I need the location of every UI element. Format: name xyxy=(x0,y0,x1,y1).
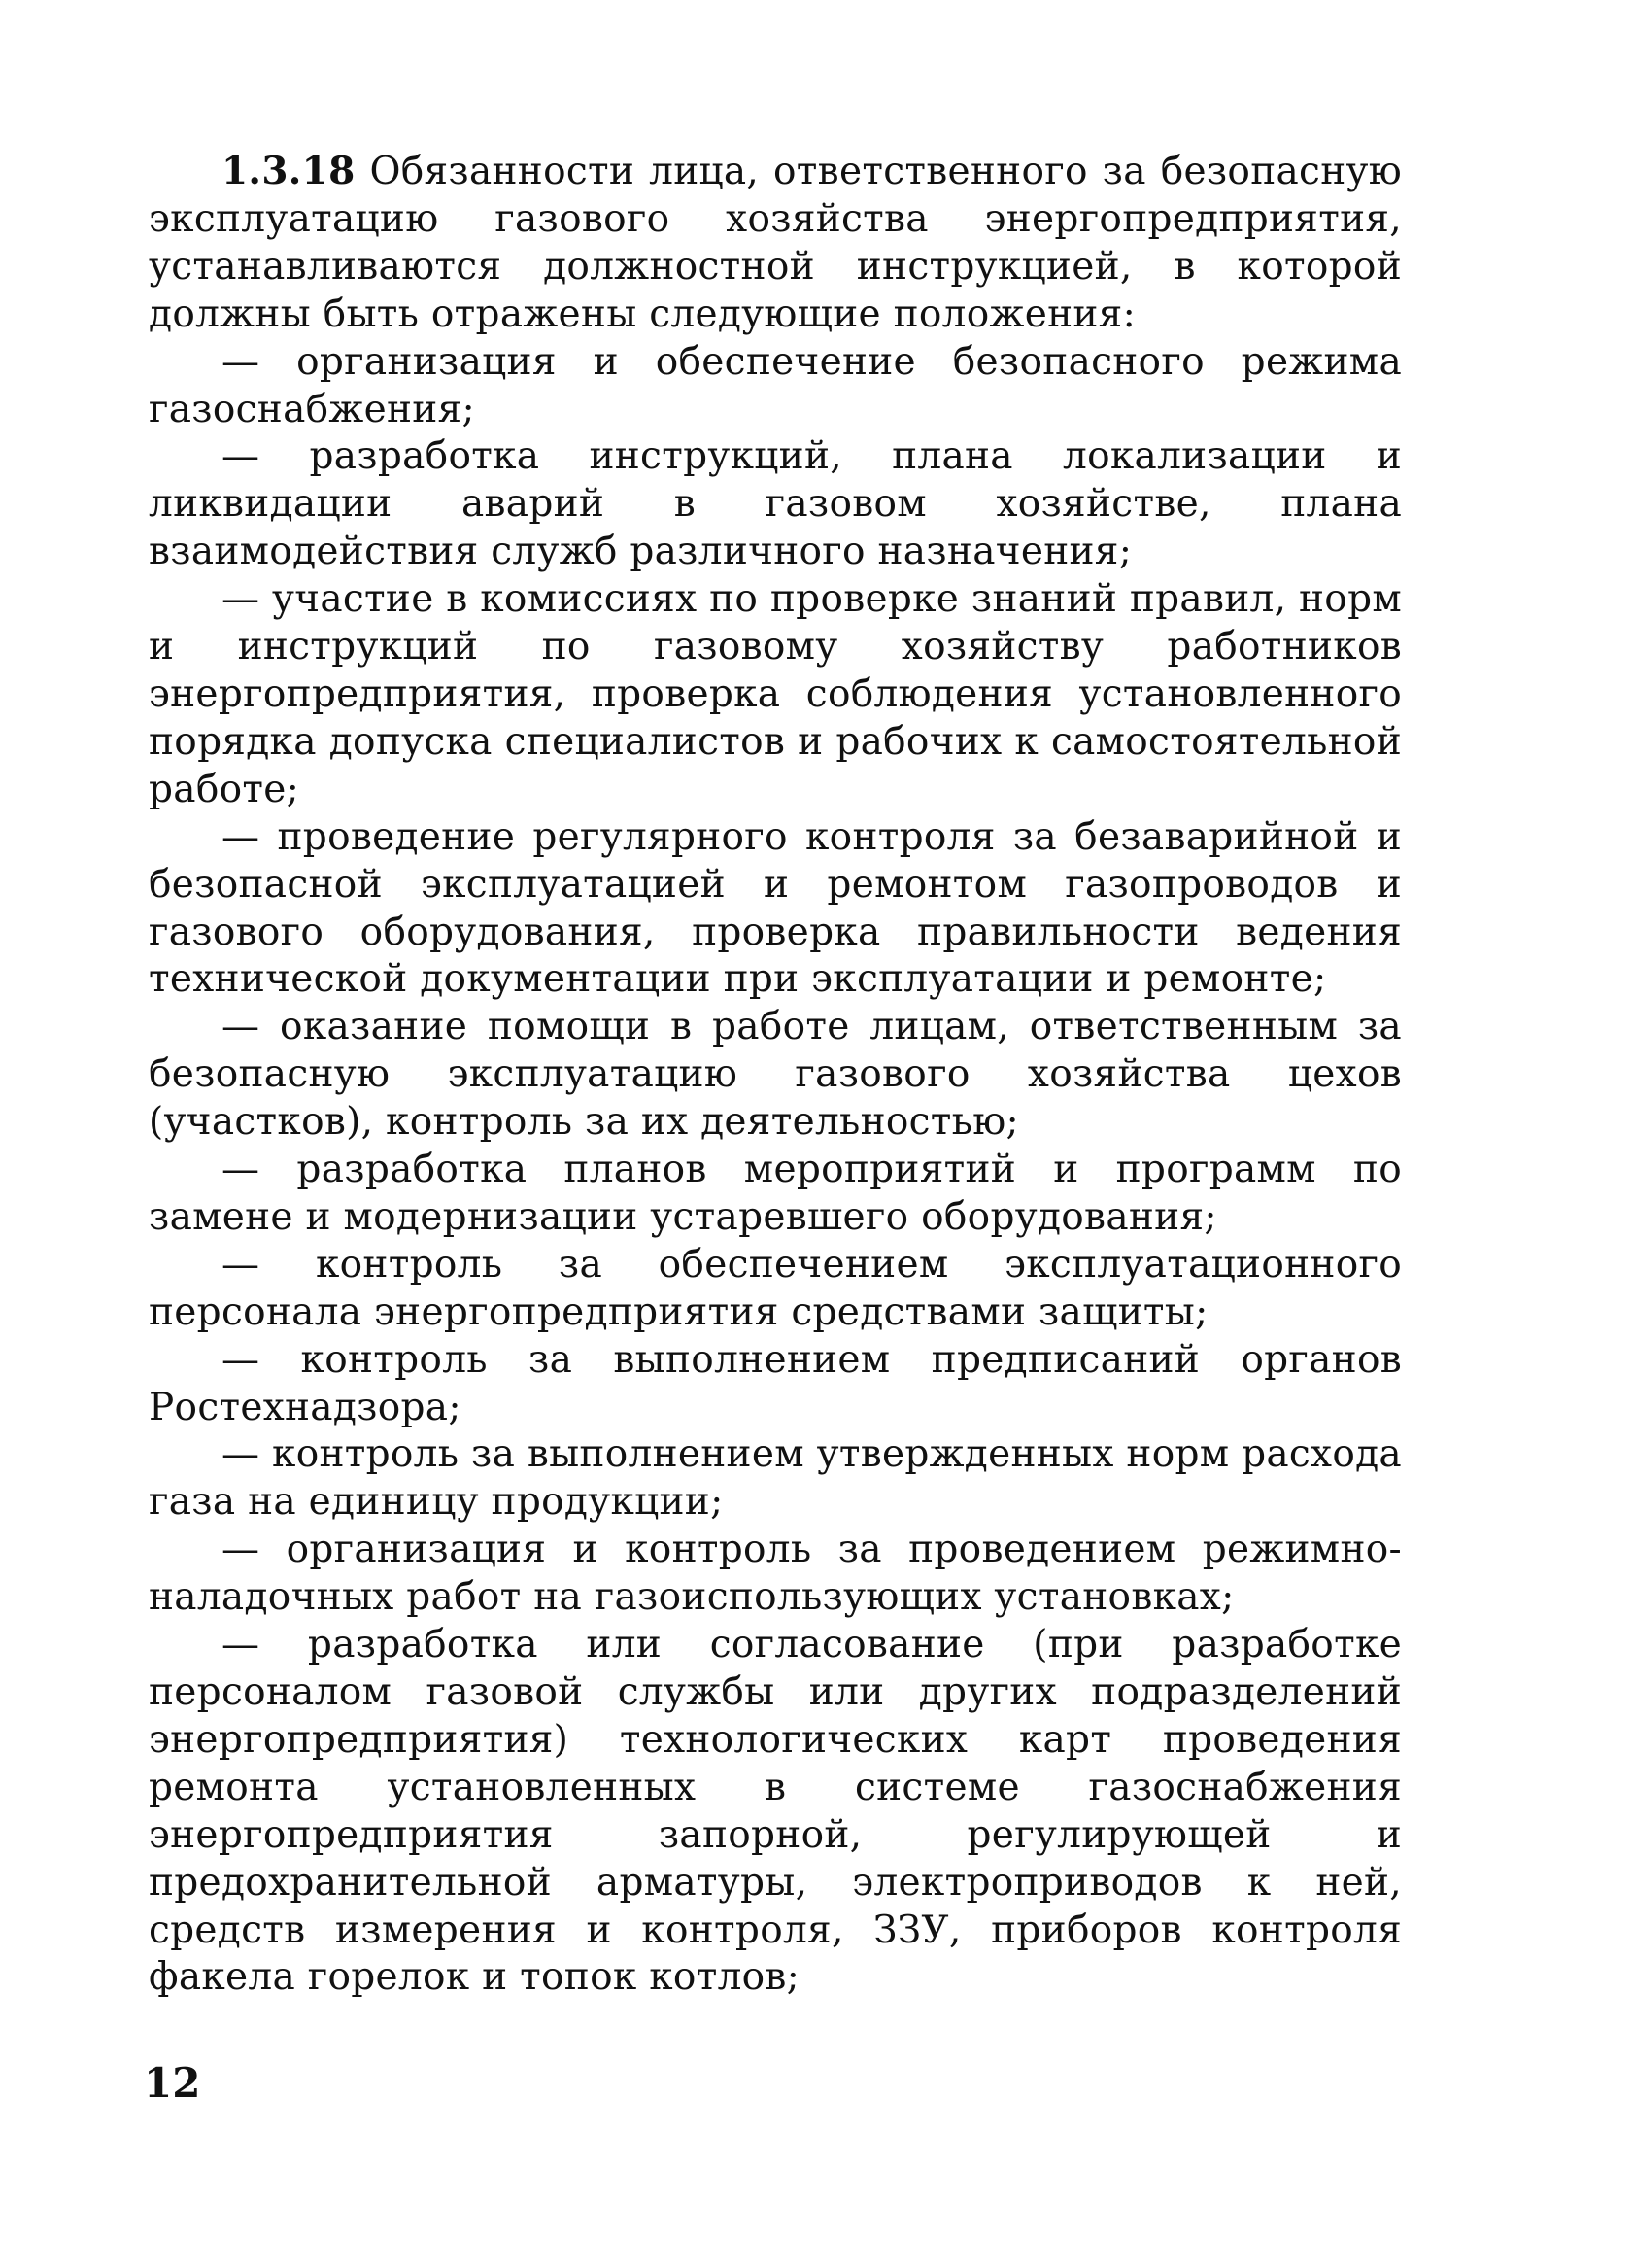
list-item: — проведение регулярного контроля за безаварийной и безопасной эксплуатацией и ремонтом газопроводов и газового оборудования, проверка правильности ведения технической документации при эксплуатации и ремонте; xyxy=(149,814,1402,1002)
list-item: — разработка или согласование (при разработке персоналом газовой службы или других подразделений энергопредприятия) технологических карт проведения ремонта установленных в системе газоснабжения энергопредприятия запорной, регулирующей и предохранительной арматуры, электроприводов к ней, средств измерения и контроля, ЗЗУ, приборов контроля факела горелок и топок котлов; xyxy=(149,1623,1402,2000)
page-number: 12 xyxy=(144,2059,201,2107)
list-item: — контроль за выполнением предписаний органов Ростехнадзора; xyxy=(149,1337,1402,1429)
list-item: — контроль за обеспечением эксплуатационного персонала энергопредприятия средствами защиты; xyxy=(149,1242,1402,1334)
section-intro-paragraph xyxy=(149,148,1402,339)
body-text xyxy=(149,148,1402,2002)
section-intro-text: Обязанности лица, ответственного за безопасную эксплуатацию газового хозяйства энергопредприятия, устанавливаются должностной инструкцией, в которой должны быть отражены следующие положения: xyxy=(149,150,1402,336)
list-item: — организация и контроль за проведением режимно-наладочных работ на газоиспользующих установках; xyxy=(149,1528,1402,1620)
section-number: 1.3.18 xyxy=(221,149,356,193)
list-item: — организация и обеспечение безопасного режима газоснабжения; xyxy=(149,339,1402,431)
list-item: — разработка инструкций, плана локализации и ликвидации аварий в газовом хозяйстве, плана взаимодействия служб различного назначения; xyxy=(149,434,1402,574)
list-item: — контроль за выполнением утвержденных норм расхода газа на единицу продукции; xyxy=(149,1432,1402,1525)
list-item: — участие в комиссиях по проверке знаний правил, норм и инструкций по газовому хозяйству работников энергопредприятия, проверка соблюдения установленного порядка допуска специалистов и рабочих к самостоятельной работе; xyxy=(149,577,1402,811)
list-item: — разработка планов мероприятий и программ по замене и модернизации устаревшего оборудования; xyxy=(149,1148,1402,1239)
list-item: — оказание помощи в работе лицам, ответственным за безопасную эксплуатацию газового хозяйства цехов (участков), контроль за их деятельностью; xyxy=(149,1005,1402,1145)
